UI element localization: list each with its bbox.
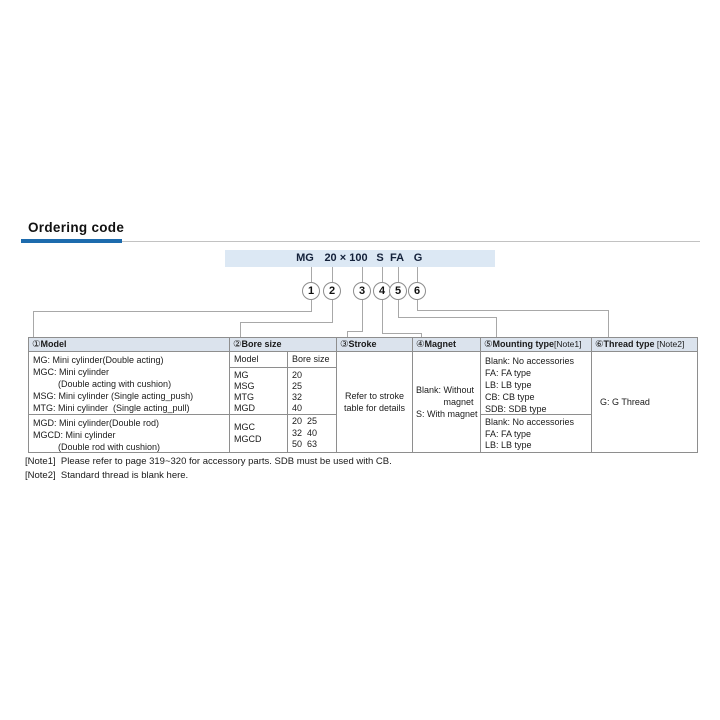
marker-circle-2: 2	[323, 282, 341, 300]
marker-circle-3: 3	[353, 282, 371, 300]
marker-circle-5: 5	[389, 282, 407, 300]
cell-bore-sizes-2: 20 25 32 40 50 63	[288, 415, 337, 452]
code-token-thread: G	[413, 252, 423, 264]
code-token-mounting: FA	[389, 252, 405, 264]
cell-bore-sizes-1: 20 25 32 40	[288, 368, 337, 415]
cell-model-section1: MG: Mini cylinder(Double acting) MGC: Mini cylinder (Double acting with cushion) MSG: Mini cylinder (Single acting_push) MTG: Mini cylinder (Single acting_pull)	[29, 352, 230, 415]
bore-subheader-size: Bore size	[288, 352, 337, 368]
header-num-bore: ②	[233, 339, 242, 350]
header-cell-thread: ⑥Thread type [Note2]	[592, 338, 697, 352]
cell-thread: G: G Thread	[600, 397, 650, 407]
note-1: [Note1] Please refer to page 319~320 for accessory parts. SDB must be used with CB.	[25, 456, 392, 467]
cell-mounting-section2: Blank: No accessories FA: FA type LB: LB type	[481, 415, 592, 452]
marker-circle-4: 4	[373, 282, 391, 300]
cell-mounting-section1: Blank: No accessories FA: FA type LB: LB type CB: CB type SDB: SDB type	[481, 352, 592, 415]
header-num-magnet: ④	[416, 339, 425, 350]
note-2: [Note2] Standard thread is blank here.	[25, 469, 189, 481]
code-token-bore-stroke: 20 × 100	[324, 252, 368, 264]
header-num-stroke: ③	[340, 339, 349, 350]
code-token-model: MG	[296, 252, 314, 264]
header-cell-bore: ②Bore size	[230, 338, 337, 352]
header-note-mounting: [Note1]	[554, 339, 582, 349]
cell-stroke: Refer to stroke table for details	[337, 352, 413, 452]
bore-subheader-model: Model	[230, 352, 288, 368]
header-cell-stroke: ③Stroke	[337, 338, 413, 352]
page-title: Ordering code	[28, 220, 125, 235]
header-note-thread: [Note2]	[654, 339, 685, 349]
cell-magnet: Blank: Without magnet S: With magnet	[413, 352, 481, 452]
marker-circle-1: 1	[302, 282, 320, 300]
header-cell-magnet: ④Magnet	[413, 338, 481, 352]
cell-bore-models-2: MGC MGCD	[230, 415, 288, 452]
notes-block	[25, 455, 392, 482]
header-num-mounting: ⑤	[484, 339, 493, 350]
cell-bore-models-1: MG MSG MTG MGD	[230, 368, 288, 415]
header-cell-model: ①Model	[29, 338, 230, 352]
code-token-magnet: S	[376, 252, 384, 264]
marker-circle-6: 6	[408, 282, 426, 300]
header-num-model: ①	[32, 339, 41, 350]
header-cell-mounting: ⑤Mounting type[Note1]	[481, 338, 592, 352]
ordering-table	[28, 337, 698, 453]
header-num-thread: ⑥	[595, 339, 604, 350]
cell-model-section2: MGD: Mini cylinder(Double rod) MGCD: Mini cylinder (Double rod with cushion)	[29, 415, 230, 452]
